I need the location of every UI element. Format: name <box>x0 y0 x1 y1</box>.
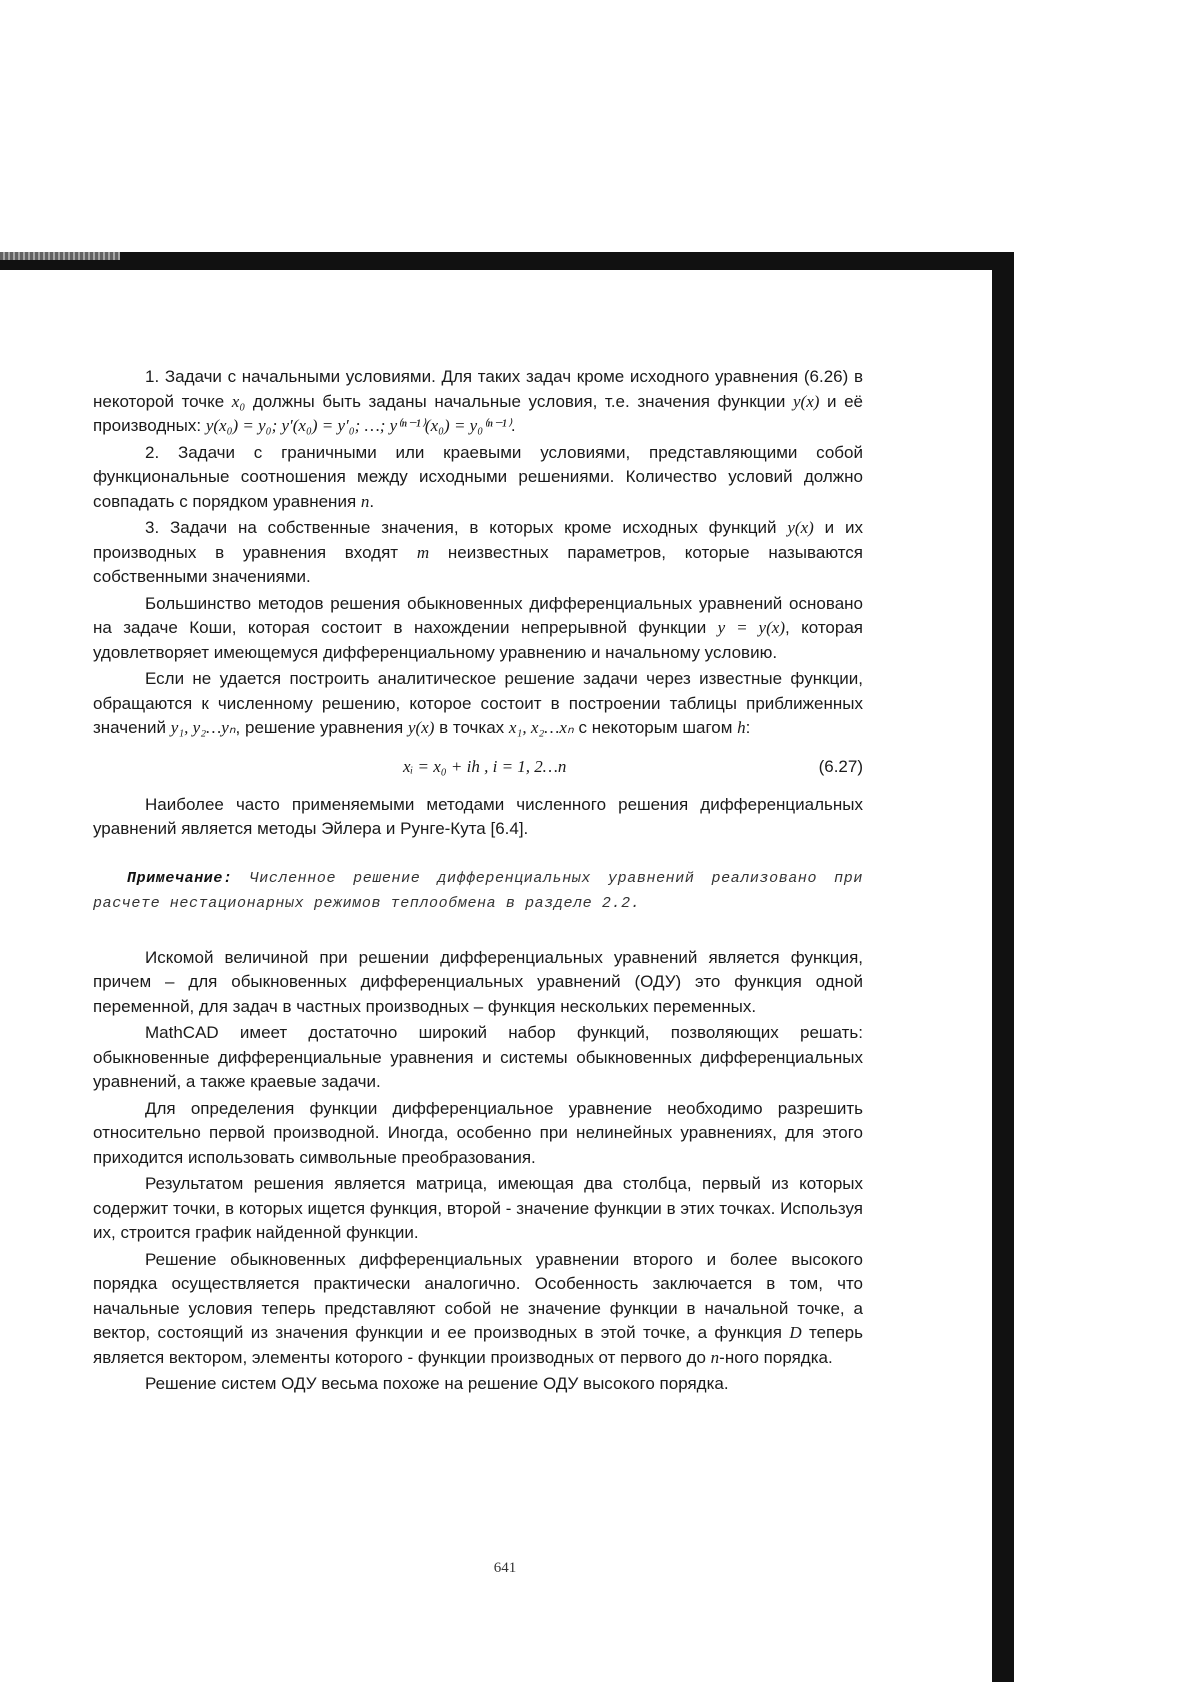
text-run: Решение систем ОДУ весьма похоже на решение ОДУ высокого порядка. <box>145 1374 729 1393</box>
math-inline: x₀ <box>231 391 246 411</box>
scan-noise <box>0 252 120 260</box>
math-inline: y(x) <box>787 518 814 537</box>
note-block <box>93 866 863 916</box>
math-inline: n <box>360 491 370 511</box>
math-inline: y(x) <box>407 718 435 737</box>
paragraph-p5 <box>93 667 863 741</box>
paragraph-p7 <box>93 1021 863 1095</box>
text-run: с некоторым шагом <box>573 718 738 737</box>
text-run: : <box>745 718 751 737</box>
text-run: неизвестных параметров, которые называются собственными значениями. <box>93 542 863 586</box>
paragraph-p11 <box>93 1372 863 1397</box>
paragraph-methods: Наиболее часто применяемыми методами численного решения дифференциальных уравнений является методы Эйлера и Рунге-Кута [6.4]. <box>93 794 863 838</box>
math-inline: y(x₀) = y₀; y′(x₀) = y′₀; …; y⁽ⁿ⁻¹⁾(x₀) = y₀⁽ⁿ⁻¹⁾ <box>205 416 511 435</box>
math-inline: y = y(x) <box>717 618 785 637</box>
math-inline: h <box>737 718 746 737</box>
paragraph-p10 <box>93 1248 863 1371</box>
text-run: Для определения функции дифференциальное уравнение необходимо разрешить относительно первой производной. Иногда, особенно при нелинейных уравнениях, для этого приходится использовать символьные преобразования. <box>93 1098 863 1167</box>
page-number: 641 <box>493 1560 517 1576</box>
math-inline: y₁, y₂…yₙ <box>170 718 236 737</box>
text-run: и их производных в уравнения входят <box>93 518 863 562</box>
text-run: 1. Задачи с начальными условиями. Для таких задач кроме исходного уравнения (6.26) в некоторой точке <box>93 367 863 411</box>
paragraph-p8 <box>93 1097 863 1171</box>
text-run: , решение уравнения <box>235 718 408 737</box>
paragraph-p1 <box>93 365 863 439</box>
paragraph-p6 <box>93 946 863 1020</box>
text-run: -ного порядка. <box>719 1347 833 1367</box>
paragraph-p2 <box>93 441 863 515</box>
note-label: Примечание: <box>127 869 233 887</box>
scan-border-top <box>0 252 1010 270</box>
paragraph-p4 <box>93 592 863 666</box>
text-run: в точках <box>434 718 509 737</box>
text-run: 2. Задачи с граничными или краевыми условиями, представляющими собой функциональные соотношения между исходными решениями. Количество условий должно совпадать с порядком уравнения <box>93 442 863 511</box>
text-run: 3. Задачи на собственные значения, в которых кроме исходных функций <box>145 518 788 537</box>
text-run: Большинство методов решения обыкновенных дифференциальных уравнений основано на задаче Коши, которая состоит в нахождении непрерывной функции <box>93 593 863 637</box>
equation-expression: xᵢ = x₀ + ih , i = 1, 2…n <box>403 756 567 776</box>
equation-6-27 <box>93 751 863 781</box>
text-run: и её производных: <box>93 391 863 435</box>
paragraphs-top <box>93 365 863 741</box>
scan-border-right <box>992 252 1014 1682</box>
page-body <box>93 365 863 1397</box>
text-run: Искомой величиной при решении дифференциальных уравнений является функция, причем – для обыкновенных дифференциальных уравнений (ОДУ) это функция одной переменной, для задач в частных производных – функция нескольких переменных. <box>93 947 863 1016</box>
math-inline: n <box>710 1347 720 1367</box>
text-run: , которая удовлетворяет имеющемуся дифференциальному уравнению и начальному условию. <box>93 618 863 662</box>
paragraphs-bottom <box>93 946 863 1397</box>
text-run: MathCAD имеет достаточно широкий набор функций, позволяющих решать: обыкновенные дифференциальные уравнения и системы обыкновенных дифференциальных уравнений, а также краевые задачи. <box>93 1023 863 1091</box>
text-run: Решение обыкновенных дифференциальных уравнении второго и более высокого порядка осуществляется практически аналогично. Особенность заключается в том, что начальные условия теперь представляют собой не значение функции в начальной точке, а вектор, состоящий из значения функции и ее производных в этой точке, а функция <box>93 1249 863 1342</box>
text-run: . <box>369 491 375 511</box>
equation-number: (6.27) <box>818 756 863 776</box>
note-text: Численное решение дифференциальных уравнений реализовано при расчете нестационарных режимов теплообмена в разделе 2.2. <box>93 869 863 912</box>
math-inline: m <box>416 542 430 562</box>
text-run: . <box>510 416 516 435</box>
text-run: Результатом решения является матрица, имеющая два столбца, первый из которых содержит точки, в которых ищется функция, второй - значение функции в этих точках. Используя их, строится график найденной функции. <box>93 1174 863 1242</box>
paragraph-p9 <box>93 1172 863 1246</box>
paragraph-p3 <box>93 516 863 590</box>
math-inline: y(x) <box>793 391 820 411</box>
math-inline: D <box>789 1323 802 1342</box>
math-inline: x₁, x₂…xₙ <box>508 718 574 737</box>
text-run: должны быть заданы начальные условия, т.е. значения функции <box>245 391 793 411</box>
text-run: теперь является вектором, элементы которого - функции производных от первого до <box>93 1323 863 1367</box>
text-run: Если не удается построить аналитическое решение задачи через известные функции, обращаются к численному решению, которое состоит в построении таблицы приближенных значений <box>93 669 863 737</box>
